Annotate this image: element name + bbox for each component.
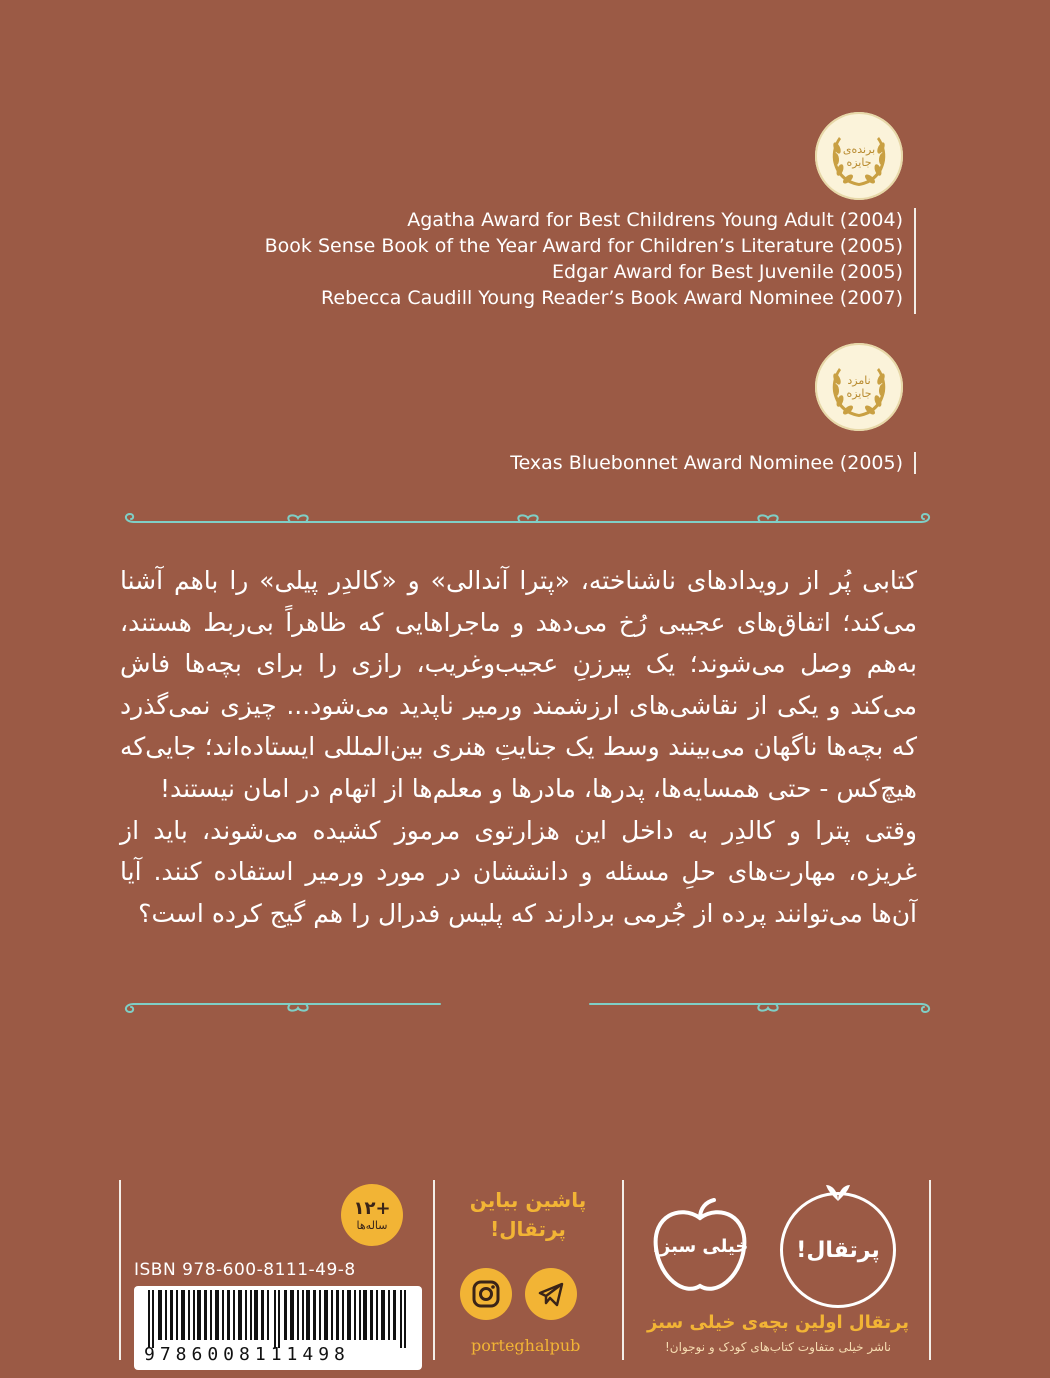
telegram-icon (535, 1278, 567, 1310)
footer-divider-mid1 (433, 1180, 435, 1360)
age-rating-label: ساله‌ها (356, 1218, 388, 1232)
top-ornament-divider (120, 512, 935, 532)
award-entry: Edgar Award for Best Juvenile (2005) (552, 261, 903, 283)
age-rating-number: +۱۲ (353, 1197, 391, 1219)
award-entry: Rebecca Caudill Young Reader’s Book Award Nominee (2007) (321, 287, 903, 309)
winner-award-badge (815, 112, 903, 200)
winner-list-divider (914, 208, 916, 314)
award-entry: Book Sense Book of the Year Award for Children’s Literature (2005) (264, 235, 903, 257)
footer-divider-mid2 (622, 1180, 624, 1360)
book-description (120, 560, 917, 934)
isbn-number: ISBN 978-600-8111-49-8 (134, 1260, 356, 1280)
orange-logo-icon (818, 1179, 858, 1205)
publisher-logo-text: پرتقال! (796, 1237, 880, 1263)
imprint-logo-text: خیلی سبز! (651, 1236, 749, 1257)
imprint-logo (640, 1196, 760, 1300)
nominee-list-divider (914, 452, 916, 474)
award-entry: Agatha Award for Best Childrens Young Adult (2004) (407, 209, 903, 231)
bottom-ornament-divider (120, 994, 935, 1014)
barcode (134, 1286, 422, 1370)
age-rating-badge (341, 1184, 403, 1246)
instagram-icon (470, 1278, 502, 1310)
follow-line-1: پاشین بیاین (469, 1188, 587, 1212)
nominee-award-badge (815, 343, 903, 431)
social-handle: porteghalpub (471, 1336, 581, 1355)
winner-badge-label: برنده‌ی جایزه (842, 143, 876, 169)
barcode-digits: 9786008111498 (144, 1344, 350, 1365)
telegram-link[interactable] (525, 1268, 577, 1320)
footer-divider-right (929, 1180, 931, 1360)
nominee-award-list (510, 450, 903, 476)
award-entry: Texas Bluebonnet Award Nominee (2005) (510, 452, 903, 474)
follow-us-text (440, 1186, 616, 1244)
description-paragraph: کتابی پُر از رویدادهای ناشناخته، «پترا آندالی» و «کالدِر پیلی» را باهم آشنا می‌کند؛ اتفاق‌های عجیبی رُخ می‌دهد و ماجراهایی که ظاهراً بی‌ربط هستند، به‌هم وصل می‌شوند؛ یک پیرزنِ عجیب‌وغریب، رازی را برای بچه‌ها فاش می‌کند و یکی از نقاشی‌های ارزشمند ورمیر ناپدید می‌شود... چیزی نمی‌گذرد که بچه‌ها ناگهان می‌بینند وسط یک جنایتِ هنری بین‌المللی ایستاده‌اند؛ جایی‌که هیچ‌کس - حتی همسایه‌ها، پدرها، مادرها و معلم‌ها از اتهام در امان نیستند! (120, 566, 917, 803)
publisher-logo (780, 1192, 896, 1308)
barcode-bars (134, 1290, 422, 1348)
instagram-link[interactable] (460, 1268, 512, 1320)
publisher-tagline: پرتقال اولین بچه‌ی خیلی سبز (646, 1312, 910, 1333)
footer-divider-left (119, 1180, 121, 1360)
follow-line-2: پرتقال! (490, 1217, 566, 1241)
nominee-badge-label: نامزد جایزه (846, 374, 872, 400)
publisher-subtagline: ناشر خیلی متفاوت کتاب‌های کودک و نوجوان! (664, 1340, 891, 1354)
winner-award-list (265, 207, 903, 311)
description-paragraph: وقتی پترا و کالدِر به داخل این هزارتوی مرموز کشیده می‌شوند، باید از غریزه، مهارت‌های حلِ مسئله و دانششان در مورد ورمیر استفاده کنند. آیا آن‌ها می‌توانند پرده از جُرمی بردارند که پلیس فدرال را هم گیج کرده است؟ (120, 815, 917, 928)
